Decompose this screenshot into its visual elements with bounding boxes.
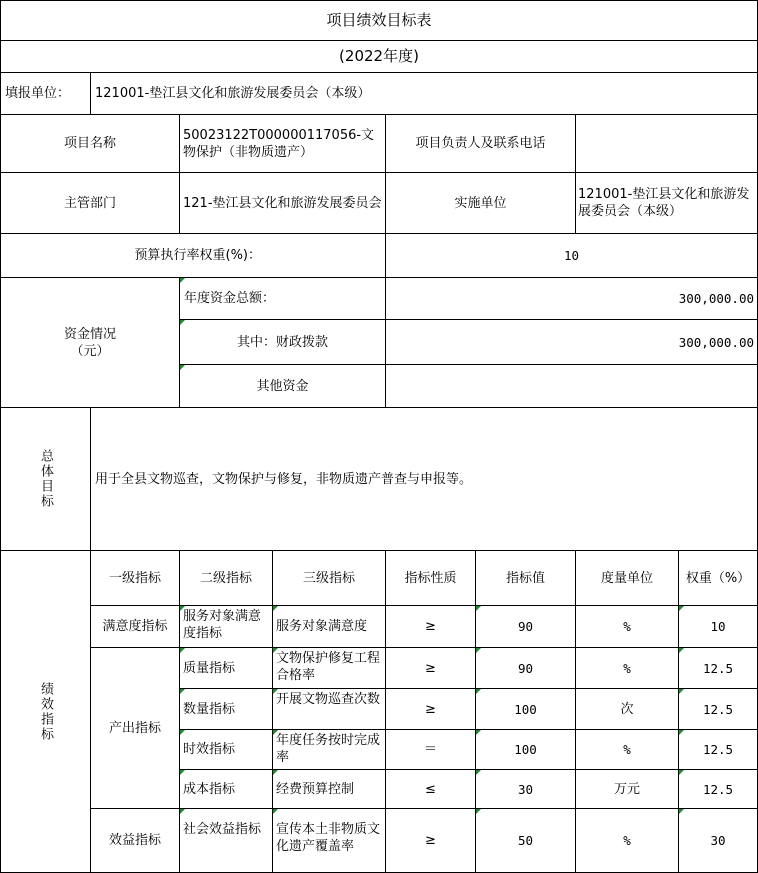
funds-total-label: 年度资金总额：	[180, 278, 386, 320]
table-title: 项目绩效目标表	[0, 0, 758, 41]
table-row-unit: 次	[576, 689, 679, 730]
table-row-l3: 经费预算控制	[273, 770, 386, 809]
goal-text: 用于全县文物巡查，文物保护与修复，非物质遗产普查与申报等。	[91, 408, 758, 551]
table-row-unit: 万元	[576, 770, 679, 809]
table-row-value: 30	[476, 770, 576, 809]
table-row-value: 50	[476, 809, 576, 873]
table-row-l2: 社会效益指标	[180, 809, 273, 873]
table-row-l3: 宣传本土非物质文化遗产覆盖率	[273, 809, 386, 873]
table-row-l2: 质量指标	[180, 648, 273, 689]
header-nature: 指标性质	[386, 551, 476, 606]
funds-other-label: 其他资金	[180, 365, 386, 408]
table-row-l2: 成本指标	[180, 770, 273, 809]
table-row-l3: 文物保护修复工程合格率	[273, 648, 386, 689]
table-row-l2: 服务对象满意度指标	[180, 606, 273, 648]
table-row-value: 100	[476, 730, 576, 770]
table-row-value: 90	[476, 648, 576, 689]
impl-value: 121001-垫江县文化和旅游发展委员会（本级）	[576, 173, 758, 234]
impl-label: 实施单位	[386, 173, 576, 234]
table-row-nature: ≤	[386, 770, 476, 809]
project-name-value: 50023122T000000117056-文物保护（非物质遗产）	[180, 115, 386, 173]
table-row-nature: ＝	[386, 730, 476, 770]
table-row-weight: 12.5	[679, 689, 758, 730]
header-level1: 一级指标	[91, 551, 180, 606]
table-row-nature: ≥	[386, 809, 476, 873]
dept-value: 121-垫江县文化和旅游发展委员会	[180, 173, 386, 234]
level1-satisfaction: 满意度指标	[91, 606, 180, 648]
table-row-l3: 服务对象满意度	[273, 606, 386, 648]
table-row-weight: 12.5	[679, 648, 758, 689]
table-row-unit: %	[576, 809, 679, 873]
unit-label: 填报单位：	[0, 73, 91, 115]
level1-output: 产出指标	[91, 648, 180, 809]
owner-label: 项目负责人及联系电话	[386, 115, 576, 173]
dept-label: 主管部门	[0, 173, 180, 234]
table-row-weight: 12.5	[679, 730, 758, 770]
unit-value: 121001-垫江县文化和旅游发展委员会（本级）	[91, 73, 758, 115]
funds-total-value: 300,000.00	[386, 278, 758, 320]
header-level2: 二级指标	[180, 551, 273, 606]
table-row-unit: %	[576, 648, 679, 689]
header-weight: 权重（%）	[679, 551, 758, 606]
budget-weight-label: 预算执行率权重(%)：	[0, 234, 386, 278]
budget-weight-value: 10	[386, 234, 758, 278]
table-row-weight: 10	[679, 606, 758, 648]
table-row-nature: ≥	[386, 648, 476, 689]
funds-label: 资金情况（元）	[0, 278, 180, 408]
table-row-l2: 时效指标	[180, 730, 273, 770]
table-row-weight: 30	[679, 809, 758, 873]
table-row-weight: 12.5	[679, 770, 758, 809]
table-row-l3: 年度任务按时完成率	[273, 730, 386, 770]
perf-label: 绩效指标	[0, 551, 91, 873]
table-row-nature: ≥	[386, 689, 476, 730]
header-value: 指标值	[476, 551, 576, 606]
header-level3: 三级指标	[273, 551, 386, 606]
table-row-value: 90	[476, 606, 576, 648]
table-row-unit: %	[576, 730, 679, 770]
goal-label: 总体目标	[0, 408, 91, 551]
level1-benefit: 效益指标	[91, 809, 180, 873]
table-row-l3: 开展文物巡查次数	[273, 689, 386, 730]
funds-fiscal-label: 其中：财政拨款	[180, 320, 386, 365]
funds-other-value	[386, 365, 758, 408]
header-unit: 度量单位	[576, 551, 679, 606]
table-year: (2022年度)	[0, 41, 758, 73]
funds-fiscal-value: 300,000.00	[386, 320, 758, 365]
owner-value	[576, 115, 758, 173]
table-row-l2: 数量指标	[180, 689, 273, 730]
project-name-label: 项目名称	[0, 115, 180, 173]
table-row-unit: %	[576, 606, 679, 648]
table-row-nature: ≥	[386, 606, 476, 648]
table-row-value: 100	[476, 689, 576, 730]
